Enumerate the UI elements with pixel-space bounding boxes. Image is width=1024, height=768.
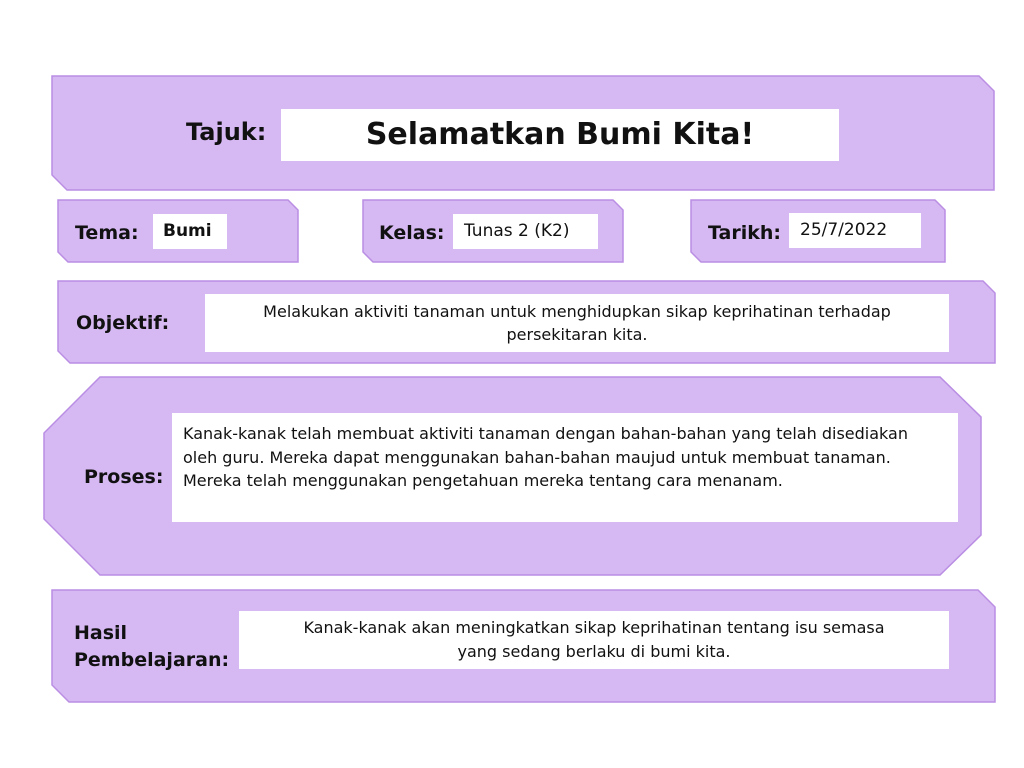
title-label: Tajuk:: [186, 118, 267, 146]
tema-box: [153, 214, 227, 249]
tema-value: Bumi: [163, 221, 212, 241]
objektif-label: Objektif:: [76, 312, 170, 334]
objektif-box: [205, 294, 949, 352]
kelas-label: Kelas:: [379, 222, 445, 244]
kelas-box: [453, 214, 598, 249]
tarikh-value: 25/7/2022: [800, 220, 888, 240]
hasil-label-line1: Hasil: [74, 622, 128, 644]
tarikh-box: [789, 213, 921, 248]
hasil-box: [239, 611, 949, 669]
kelas-value: Tunas 2 (K2): [464, 221, 570, 241]
tema-label: Tema:: [75, 222, 139, 244]
proses-label: Proses:: [84, 466, 164, 488]
proses-text: Kanak-kanak telah membuat aktiviti tanaman dengan bahan-bahan yang telah disediakan oleh guru. Mereka dapat menggunakan bahan-bahan maujud untuk membuat tanaman. Mereka telah menggunakan pengetahuan mereka tentang cara menanam.: [183, 424, 908, 490]
hasil-text: Kanak-kanak akan meningkatkan sikap keprihatinan tentang isu semasa yang sedang berlaku di bumi kita.: [303, 618, 885, 661]
objektif-text: Melakukan aktiviti tanaman untuk menghidupkan sikap keprihatinan terhadap persekitaran kita.: [263, 302, 891, 344]
proses-box: [172, 413, 958, 522]
tarikh-label: Tarikh:: [708, 222, 781, 244]
page-title: Selamatkan Bumi Kita!: [365, 117, 755, 152]
title-box: [281, 109, 839, 161]
hasil-label-line2: Pembelajaran:: [74, 649, 230, 671]
